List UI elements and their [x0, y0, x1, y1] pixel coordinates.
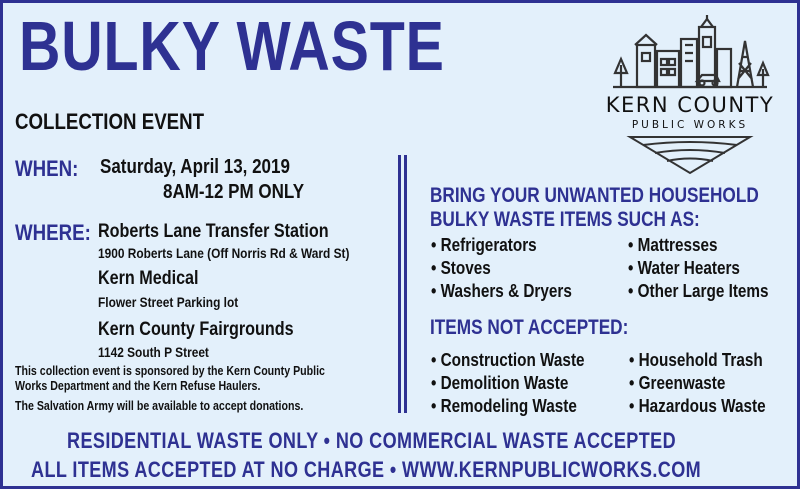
footer-line: ALL ITEMS ACCEPTED AT NO CHARGE • WWW.KERNPUBLICWORKS.COM: [31, 457, 702, 482]
logo-subtitle: PUBLIC WORKS: [631, 119, 749, 131]
location-name: Roberts Lane Transfer Station: [98, 221, 329, 242]
location-detail: Flower Street Parking lot: [98, 294, 239, 310]
accepted-heading-line: BRING YOUR UNWANTED HOUSEHOLD: [430, 184, 759, 207]
location-name: Kern Medical: [98, 268, 199, 289]
not-accepted-item: • Demolition Waste: [431, 373, 569, 393]
not-accepted-item: • Household Trash: [629, 350, 763, 370]
accepted-item: • Other Large Items: [628, 281, 769, 301]
column-divider: [398, 155, 401, 413]
accepted-heading-line: BULKY WASTE ITEMS SUCH AS:: [430, 208, 700, 231]
accepted-item: • Water Heaters: [628, 258, 740, 278]
not-accepted-item: • Hazardous Waste: [629, 396, 766, 416]
footer-line: RESIDENTIAL WASTE ONLY • NO COMMERCIAL WASTE ACCEPTED: [67, 428, 677, 453]
event-date: Saturday, April 13, 2019: [100, 156, 290, 178]
not-accepted-heading: ITEMS NOT ACCEPTED:: [430, 316, 629, 339]
salvation-note: The Salvation Army will be available to accept donations.: [15, 399, 304, 413]
where-label: WHERE:: [15, 220, 91, 245]
sponsor-note-line: This collection event is sponsored by the Kern County Public: [15, 364, 325, 378]
kern-county-logo: [605, 15, 775, 175]
not-accepted-item: • Construction Waste: [431, 350, 585, 370]
page-title: BULKY WASTE: [19, 7, 445, 85]
location-detail: 1900 Roberts Lane (Off Norris Rd & Ward St): [98, 245, 350, 261]
location-name: Kern County Fairgrounds: [98, 319, 294, 340]
not-accepted-item: • Remodeling Waste: [431, 396, 577, 416]
not-accepted-item: • Greenwaste: [629, 373, 726, 393]
when-label: WHEN:: [15, 156, 79, 181]
event-time: 8AM-12 PM ONLY: [163, 181, 305, 203]
location-detail: 1142 South P Street: [98, 344, 209, 360]
accepted-item: • Refrigerators: [431, 235, 537, 255]
page-subtitle: COLLECTION EVENT: [15, 109, 205, 134]
column-divider: [404, 155, 407, 413]
accepted-item: • Mattresses: [628, 235, 718, 255]
sponsor-note-line: Works Department and the Kern Refuse Haulers.: [15, 379, 261, 393]
accepted-item: • Stoves: [431, 258, 491, 278]
accepted-item: • Washers & Dryers: [431, 281, 572, 301]
logo-title: KERN COUNTY: [605, 93, 775, 117]
